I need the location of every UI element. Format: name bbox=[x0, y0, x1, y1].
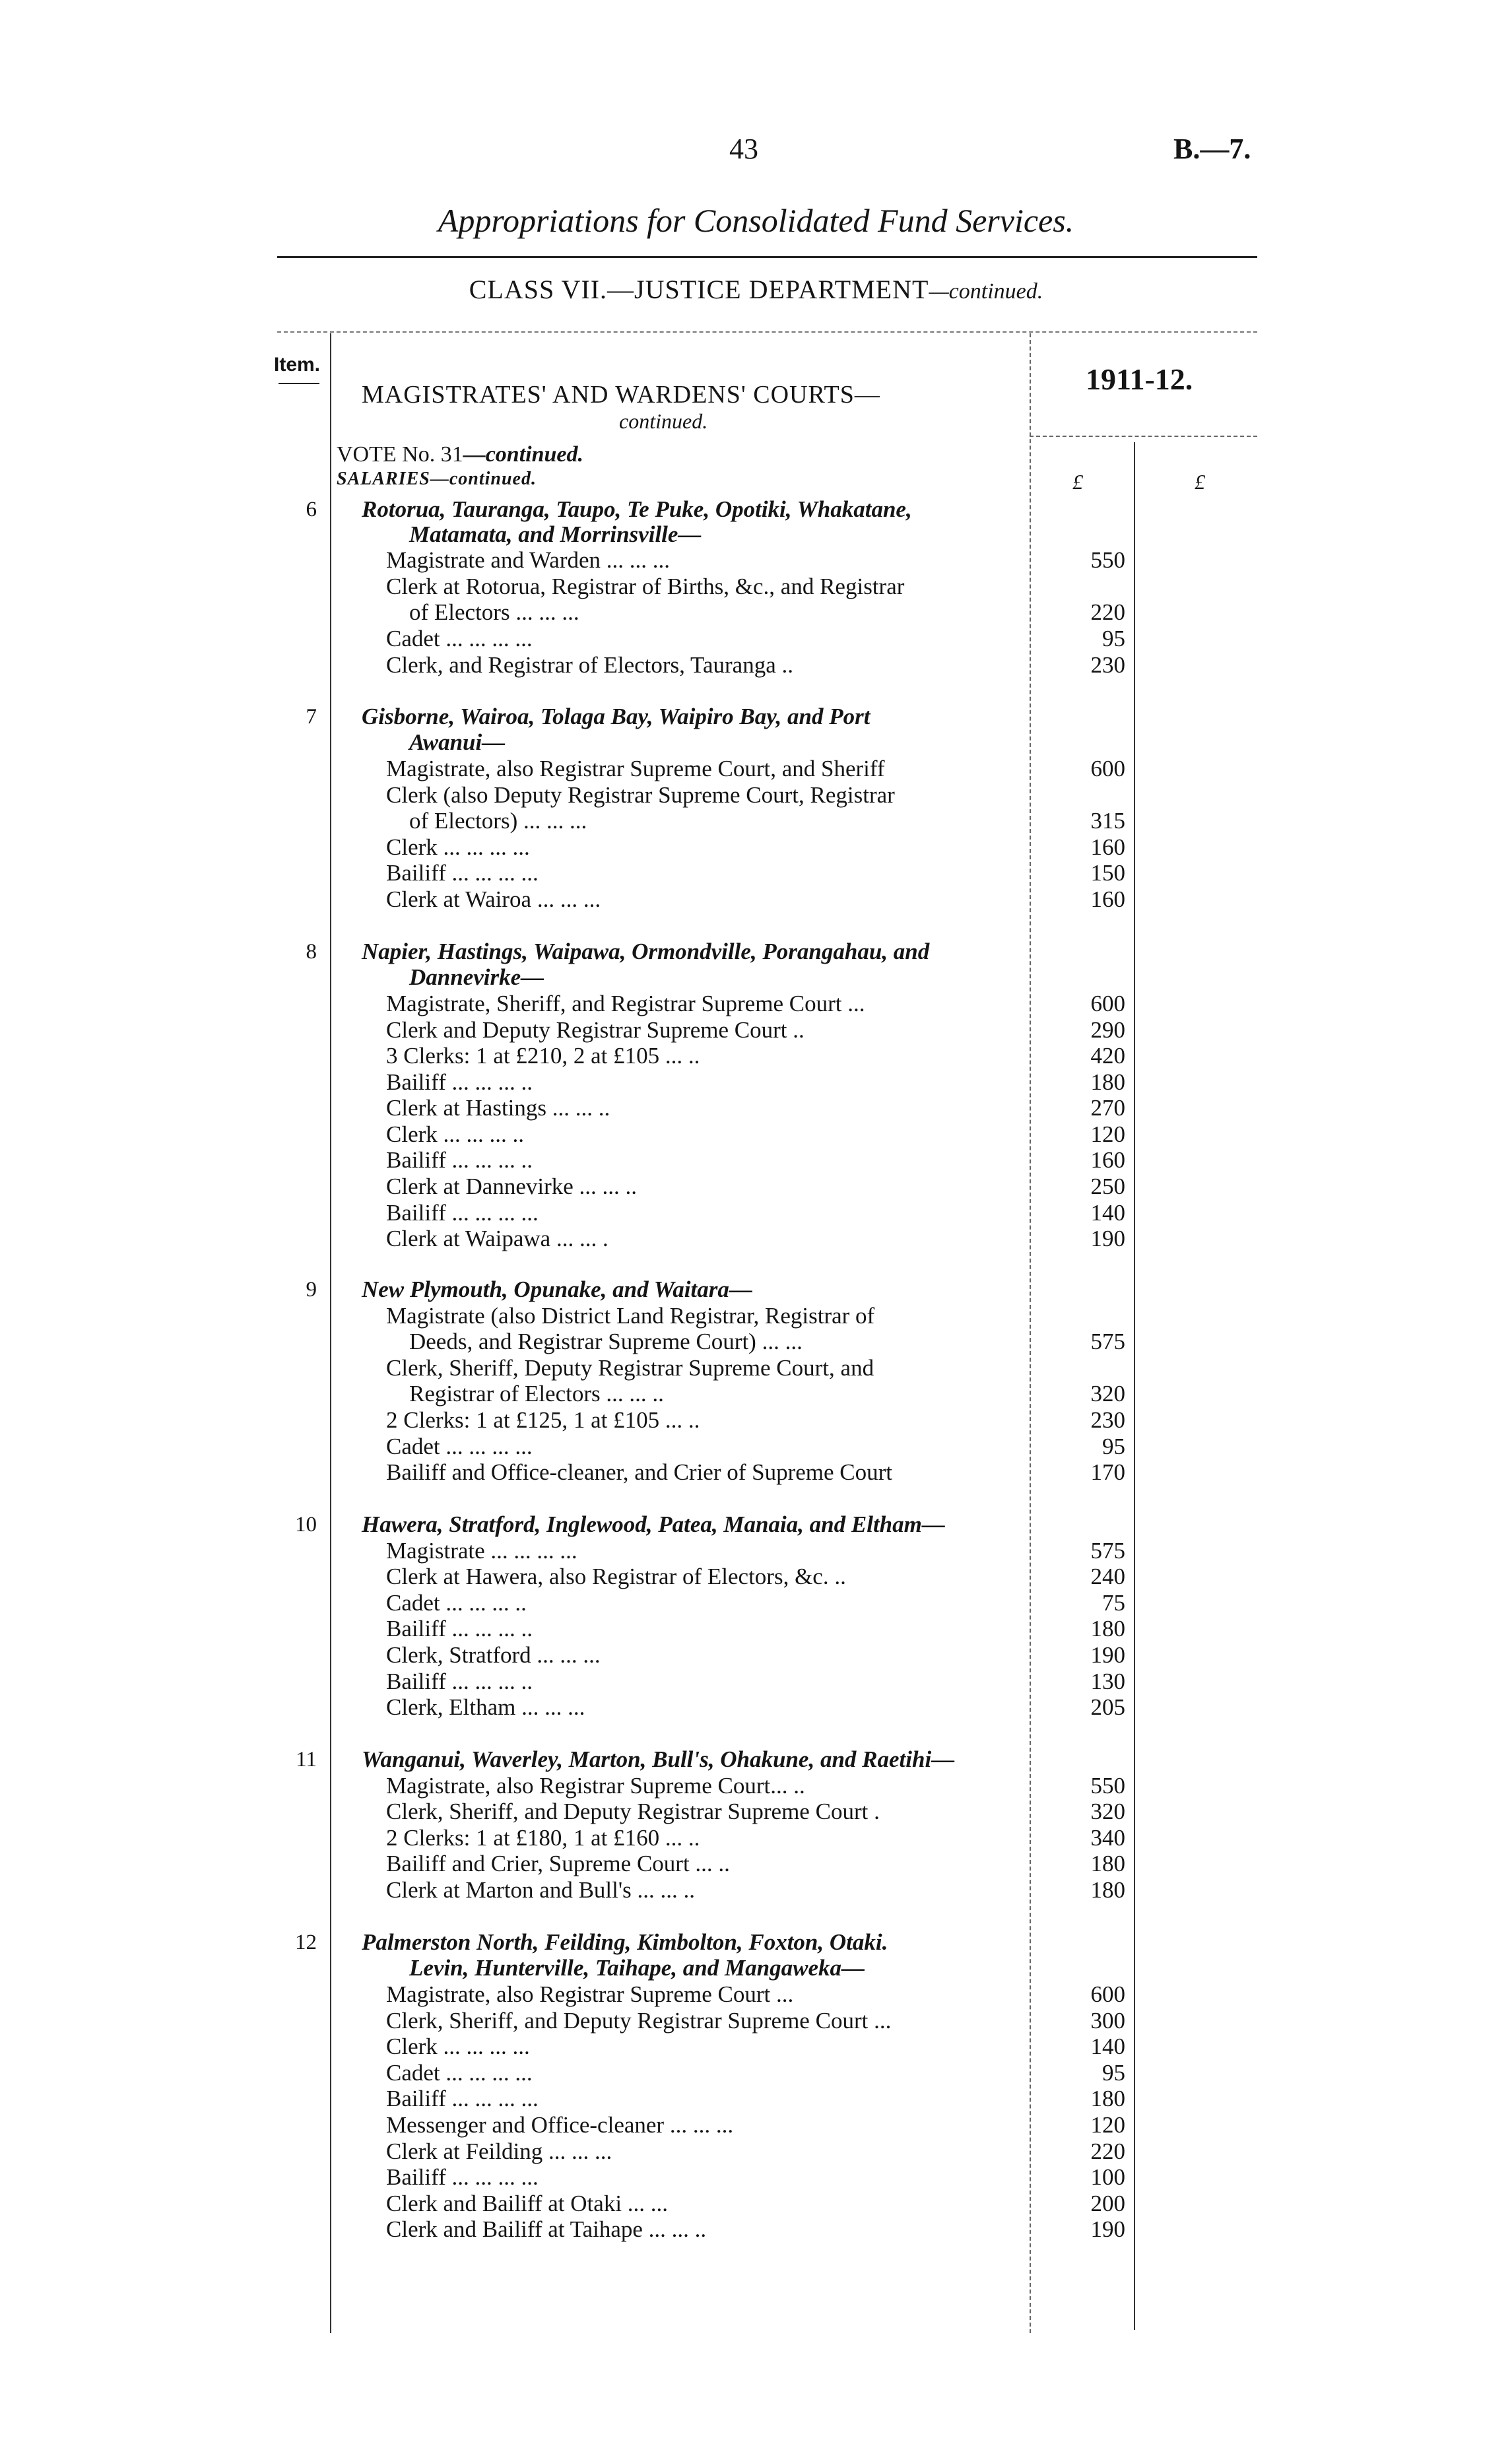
year-header-rule bbox=[1030, 436, 1257, 437]
item-amount: 220 bbox=[1090, 599, 1125, 625]
item-amount: 95 bbox=[1102, 2060, 1125, 2086]
item-description: Clerk, Stratford ... ... ... bbox=[386, 1642, 601, 1668]
item-amount: 600 bbox=[1090, 756, 1125, 781]
item-description: Clerk at Hastings ... ... .. bbox=[386, 1095, 610, 1121]
class-heading bbox=[0, 274, 1512, 305]
item-amount: 180 bbox=[1090, 1877, 1125, 1903]
item-description: Bailiff ... ... ... ... bbox=[386, 2164, 539, 2190]
item-description: Bailiff ... ... ... .. bbox=[386, 1616, 533, 1641]
class-heading-suffix: —continued. bbox=[929, 279, 1043, 304]
item-description: Clerk and Bailiff at Otaki ... ... bbox=[386, 2191, 669, 2216]
total-column-divider bbox=[1134, 442, 1135, 2330]
item-description: Matamata, and Morrinsville— bbox=[409, 521, 702, 547]
item-amount: 100 bbox=[1090, 2164, 1125, 2190]
item-amount: 320 bbox=[1090, 1381, 1125, 1406]
item-header-rule bbox=[279, 383, 319, 384]
item-description: Clerk ... ... ... ... bbox=[386, 2034, 530, 2059]
item-description: Dannevirke— bbox=[409, 964, 544, 990]
item-amount: 550 bbox=[1090, 547, 1125, 573]
item-amount: 220 bbox=[1090, 2138, 1125, 2164]
document-reference: B.—7. bbox=[1173, 133, 1251, 165]
item-column-header: Item. bbox=[274, 354, 321, 376]
item-description: Palmerston North, Feilding, Kimbolton, Foxton, Otaki. bbox=[362, 1929, 888, 1955]
item-description: New Plymouth, Opunake, and Waitara— bbox=[362, 1276, 752, 1302]
running-title: Appropriations for Consolidated Fund Services. bbox=[438, 202, 1074, 239]
item-amount: 190 bbox=[1090, 2216, 1125, 2242]
item-amount: 160 bbox=[1090, 834, 1125, 860]
item-amount: 180 bbox=[1090, 1851, 1125, 1876]
item-description: Cadet ... ... ... ... bbox=[386, 1434, 533, 1459]
item-description: Clerk, Sheriff, and Deputy Registrar Supreme Court . bbox=[386, 1799, 880, 1824]
header-rule bbox=[277, 256, 1257, 258]
item-amount: 75 bbox=[1102, 1590, 1125, 1616]
item-description: Bailiff and Crier, Supreme Court ... .. bbox=[386, 1851, 730, 1876]
section-title-suffix: continued. bbox=[619, 409, 708, 433]
currency-symbol-amount: £ bbox=[1072, 470, 1083, 494]
item-amount: 160 bbox=[1090, 1147, 1125, 1173]
item-description: Clerk ... ... ... .. bbox=[386, 1121, 525, 1147]
item-description: Clerk (also Deputy Registrar Supreme Court, Registrar bbox=[386, 782, 895, 808]
item-amount: 160 bbox=[1090, 886, 1125, 912]
item-description: Bailiff and Office-cleaner, and Crier of Supreme Court bbox=[386, 1459, 893, 1485]
item-amount: 270 bbox=[1090, 1095, 1125, 1121]
item-number: 6 bbox=[306, 498, 317, 521]
item-description: Levin, Hunterville, Taihape, and Mangaweka— bbox=[409, 1955, 865, 1981]
salaries-subheading: SALARIES—continued. bbox=[337, 469, 537, 489]
item-amount: 300 bbox=[1090, 2008, 1125, 2034]
item-description: Clerk and Deputy Registrar Supreme Court .. bbox=[386, 1017, 805, 1043]
item-number: 10 bbox=[295, 1513, 317, 1537]
year-column-header: 1911-12. bbox=[1086, 362, 1193, 396]
item-amount: 205 bbox=[1090, 1694, 1125, 1720]
item-description: Clerk, Sheriff, Deputy Registrar Supreme Court, and bbox=[386, 1355, 874, 1381]
item-description: Clerk at Rotorua, Registrar of Births, &c., and Registrar bbox=[386, 574, 905, 599]
item-description: Clerk at Wairoa ... ... ... bbox=[386, 886, 601, 912]
item-description: Magistrate, also Registrar Supreme Court... .. bbox=[386, 1773, 805, 1799]
item-amount: 230 bbox=[1090, 1407, 1125, 1433]
section-title bbox=[362, 380, 1008, 434]
item-amount: 120 bbox=[1090, 2112, 1125, 2138]
item-amount: 575 bbox=[1090, 1538, 1125, 1564]
item-description: Magistrate, also Registrar Supreme Court ... bbox=[386, 1981, 794, 2007]
item-description: Clerk at Waipawa ... ... . bbox=[386, 1226, 608, 1251]
item-description: Cadet ... ... ... ... bbox=[386, 2060, 533, 2086]
item-description: Bailiff ... ... ... .. bbox=[386, 1147, 533, 1173]
item-amount: 95 bbox=[1102, 1434, 1125, 1459]
item-description: of Electors) ... ... ... bbox=[409, 808, 587, 834]
item-description: Clerk and Bailiff at Taihape ... ... .. bbox=[386, 2216, 707, 2242]
item-amount: 130 bbox=[1090, 1669, 1125, 1694]
item-description: Rotorua, Tauranga, Taupo, Te Puke, Opotiki, Whakatane, bbox=[362, 496, 912, 522]
item-description: Bailiff ... ... ... ... bbox=[386, 2086, 539, 2111]
item-amount: 315 bbox=[1090, 808, 1125, 834]
item-amount: 140 bbox=[1090, 1200, 1125, 1226]
item-description: Bailiff ... ... ... ... bbox=[386, 860, 539, 886]
item-amount: 200 bbox=[1090, 2191, 1125, 2216]
item-number: 9 bbox=[306, 1278, 317, 1302]
item-description: Gisborne, Wairoa, Tolaga Bay, Waipiro Bay, and Port bbox=[362, 704, 871, 729]
item-amount: 320 bbox=[1090, 1799, 1125, 1824]
item-description: Clerk at Hawera, also Registrar of Electors, &c. .. bbox=[386, 1564, 846, 1589]
item-description: 2 Clerks: 1 at £180, 1 at £160 ... .. bbox=[386, 1825, 700, 1851]
item-amount: 180 bbox=[1090, 1069, 1125, 1095]
item-amount: 600 bbox=[1090, 991, 1125, 1016]
item-amount: 240 bbox=[1090, 1564, 1125, 1589]
item-amount: 180 bbox=[1090, 2086, 1125, 2111]
item-description: Deeds, and Registrar Supreme Court) ... ... bbox=[409, 1329, 803, 1354]
item-description: 2 Clerks: 1 at £125, 1 at £105 ... .. bbox=[386, 1407, 700, 1433]
item-amount: 150 bbox=[1090, 860, 1125, 886]
item-number: 11 bbox=[296, 1748, 317, 1771]
item-description: Wanganui, Waverley, Marton, Bull's, Ohakune, and Raetihi— bbox=[362, 1746, 955, 1772]
item-column-divider bbox=[330, 333, 331, 2333]
item-description: Clerk at Marton and Bull's ... ... .. bbox=[386, 1877, 696, 1903]
item-amount: 180 bbox=[1090, 1616, 1125, 1641]
item-description: Cadet ... ... ... ... bbox=[386, 626, 533, 651]
page-number: 43 bbox=[729, 133, 758, 165]
item-description: Hawera, Stratford, Inglewood, Patea, Manaia, and Eltham— bbox=[362, 1511, 945, 1537]
item-amount: 190 bbox=[1090, 1226, 1125, 1251]
item-description: Clerk at Feilding ... ... ... bbox=[386, 2138, 612, 2164]
item-description: Messenger and Office-cleaner ... ... ... bbox=[386, 2112, 734, 2138]
item-amount: 600 bbox=[1090, 1981, 1125, 2007]
item-description: Bailiff ... ... ... .. bbox=[386, 1069, 533, 1095]
item-description: Clerk, and Registrar of Electors, Tauranga .. bbox=[386, 652, 793, 678]
item-description: of Electors ... ... ... bbox=[409, 599, 579, 625]
currency-symbol-total: £ bbox=[1195, 470, 1205, 494]
item-amount: 190 bbox=[1090, 1642, 1125, 1668]
item-number: 7 bbox=[306, 705, 317, 729]
item-description: Clerk ... ... ... ... bbox=[386, 834, 530, 860]
item-description: Awanui— bbox=[409, 729, 506, 755]
item-description: Magistrate, also Registrar Supreme Court, and Sheriff bbox=[386, 756, 885, 781]
item-description: Bailiff ... ... ... ... bbox=[386, 1200, 539, 1226]
item-amount: 140 bbox=[1090, 2034, 1125, 2059]
vote-line bbox=[337, 442, 583, 467]
item-amount: 120 bbox=[1090, 1121, 1125, 1147]
item-amount: 340 bbox=[1090, 1825, 1125, 1851]
item-description: Clerk, Eltham ... ... ... bbox=[386, 1694, 585, 1720]
item-description: Registrar of Electors ... ... .. bbox=[409, 1381, 664, 1406]
item-description: 3 Clerks: 1 at £210, 2 at £105 ... .. bbox=[386, 1043, 700, 1069]
item-amount: 420 bbox=[1090, 1043, 1125, 1069]
item-description: Bailiff ... ... ... .. bbox=[386, 1669, 533, 1694]
item-description: Napier, Hastings, Waipawa, Ormondville, Porangahau, and bbox=[362, 939, 930, 964]
item-number: 8 bbox=[306, 940, 317, 964]
item-amount: 575 bbox=[1090, 1329, 1125, 1354]
item-description: Cadet ... ... ... .. bbox=[386, 1590, 527, 1616]
class-heading-text: CLASS VII.—JUSTICE DEPARTMENT bbox=[469, 275, 929, 304]
item-description: Magistrate (also District Land Registrar, Registrar of bbox=[386, 1303, 875, 1329]
section-title-text: MAGISTRATES' AND WARDENS' COURTS— bbox=[362, 381, 880, 409]
table-top-rule bbox=[277, 331, 1257, 333]
vote-number: VOTE No. 31 bbox=[337, 442, 463, 467]
item-amount: 250 bbox=[1090, 1174, 1125, 1199]
item-amount: 95 bbox=[1102, 626, 1125, 651]
item-amount: 550 bbox=[1090, 1773, 1125, 1799]
item-description: Magistrate, Sheriff, and Registrar Supreme Court ... bbox=[386, 991, 865, 1016]
item-description: Magistrate ... ... ... ... bbox=[386, 1538, 577, 1564]
item-description: Clerk at Dannevirke ... ... .. bbox=[386, 1174, 638, 1199]
item-number: 12 bbox=[295, 1931, 317, 1954]
item-amount: 230 bbox=[1090, 652, 1125, 678]
item-description: Magistrate and Warden ... ... ... bbox=[386, 547, 671, 573]
vote-suffix: —continued. bbox=[463, 442, 584, 467]
item-description: Clerk, Sheriff, and Deputy Registrar Supreme Court ... bbox=[386, 2008, 892, 2034]
item-amount: 290 bbox=[1090, 1017, 1125, 1043]
item-amount: 170 bbox=[1090, 1459, 1125, 1485]
